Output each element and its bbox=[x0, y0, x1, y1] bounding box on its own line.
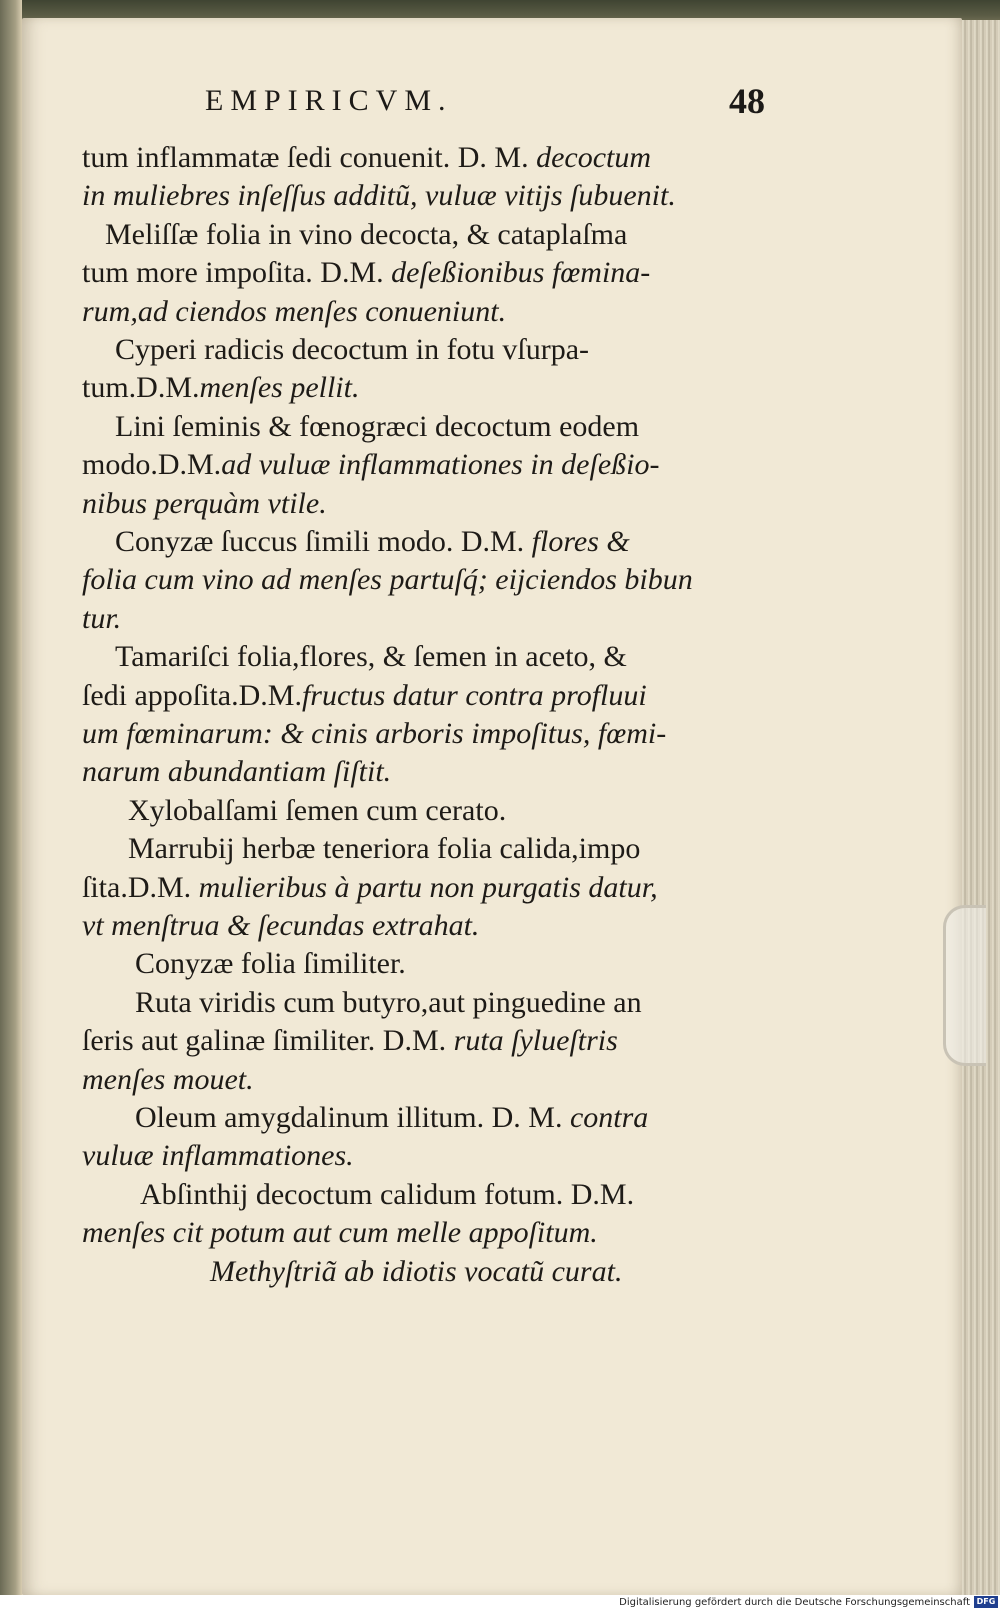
italic-text: in muliebres inſeſſus additũ, vuluæ vitijs ſubuenit. bbox=[82, 179, 676, 213]
roman-text: ſeris aut galinæ ſimiliter. D.M. bbox=[82, 1024, 454, 1058]
italic-text: nibus perquàm vtile. bbox=[82, 486, 327, 520]
italic-text: menſes mouet. bbox=[82, 1062, 254, 1096]
footer bbox=[0, 1595, 1000, 1610]
italic-text: mulieribus à partu non purgatis datur, bbox=[198, 870, 658, 904]
italic-text: folia cum vino ad menſes partuſq́; eijciendos bibun bbox=[82, 563, 693, 597]
text-line bbox=[115, 407, 639, 447]
roman-text: Lini ſeminis & fœnogræci decoctum eodem bbox=[115, 409, 640, 443]
text-line bbox=[82, 253, 650, 293]
roman-text: Marrubij herbæ teneriora folia calida,impo bbox=[128, 832, 641, 866]
text-line bbox=[115, 330, 589, 370]
text-line bbox=[135, 983, 642, 1023]
roman-text: ſita.D.M. bbox=[82, 870, 199, 904]
text-line bbox=[105, 215, 627, 255]
text-line bbox=[82, 138, 651, 178]
text-line bbox=[82, 292, 506, 332]
text-line bbox=[82, 560, 693, 600]
text-line bbox=[82, 176, 676, 216]
roman-text: tum.D.M. bbox=[82, 371, 200, 405]
italic-text: rum,ad ciendos menſes conueniunt. bbox=[82, 294, 507, 328]
italic-text: deſeßionibus fœmina- bbox=[391, 256, 651, 290]
roman-text: Abſinthij decoctum calidum fotum. D.M. bbox=[140, 1177, 635, 1211]
dfg-logo: DFG bbox=[974, 1596, 998, 1608]
roman-text: Conyzæ ſuccus ſimili modo. D.M. bbox=[115, 525, 532, 558]
roman-text: Ruta viridis cum butyro,aut pinguedine an bbox=[135, 985, 642, 1019]
italic-text: menſes cit potum aut cum melle appoſitum. bbox=[82, 1216, 598, 1250]
italic-text: vt menſtrua & ſecundas extrahat. bbox=[82, 909, 480, 942]
italic-text: decoctum bbox=[536, 141, 652, 174]
text-line bbox=[128, 791, 506, 831]
text-line bbox=[82, 1060, 254, 1100]
text-line bbox=[82, 1213, 598, 1253]
italic-text: ad vuluæ inflammationes in deſeßio- bbox=[221, 448, 660, 482]
italic-text: fructus datur contra profluui bbox=[301, 678, 647, 712]
text-line bbox=[82, 676, 647, 716]
text-line bbox=[135, 1098, 648, 1138]
roman-text: Conyzæ folia ſimiliter. bbox=[135, 947, 406, 981]
italic-text: ruta ſylueſtris bbox=[453, 1024, 618, 1058]
roman-text: tum more impoſita. D.M. bbox=[82, 256, 392, 290]
italic-text: narum abundantiam ſiſtit. bbox=[82, 755, 392, 789]
italic-text: Methyſtriã ab idiotis vocatũ curat. bbox=[210, 1254, 623, 1288]
italic-text: vuluæ inflammationes. bbox=[82, 1139, 354, 1173]
roman-text: Tamariſci folia,flores, & ſemen in aceto, & bbox=[115, 640, 627, 674]
text-line bbox=[210, 1252, 622, 1292]
text-line bbox=[82, 906, 479, 946]
roman-text: Cyperi radicis decoctum in fotu vſurpa- bbox=[115, 333, 590, 366]
roman-text: Oleum amygdalinum illitum. D. M. bbox=[135, 1101, 570, 1134]
italic-text: flores & bbox=[531, 525, 630, 558]
text-line bbox=[115, 637, 627, 677]
page-header bbox=[205, 80, 765, 126]
text-line bbox=[82, 484, 327, 524]
text-line bbox=[82, 368, 359, 408]
text-line bbox=[82, 1136, 354, 1176]
italic-text: tur. bbox=[82, 601, 122, 635]
italic-text: menſes pellit. bbox=[199, 371, 360, 405]
text-line bbox=[135, 944, 406, 984]
roman-text: Meliſſæ folia in vino decocta, & cataplaſma bbox=[105, 217, 628, 251]
text-line bbox=[115, 522, 630, 562]
italic-text: contra bbox=[569, 1101, 649, 1134]
text-line bbox=[82, 868, 658, 908]
italic-text: um fœminarum: & cinis arboris impoſitus, fœmi- bbox=[82, 717, 667, 750]
text-line bbox=[82, 599, 121, 639]
text-line bbox=[82, 445, 659, 485]
running-head: EMPIRICVM. bbox=[205, 84, 453, 117]
text-line bbox=[82, 1021, 618, 1061]
roman-text: modo.D.M. bbox=[82, 448, 222, 482]
text-line bbox=[82, 714, 666, 754]
digitization-credit: Digitalisierung gefördert durch die Deutsche Forschungsgemeinschaft bbox=[619, 1597, 970, 1608]
page-number: 48 bbox=[729, 81, 765, 121]
book-clip bbox=[943, 905, 986, 1066]
text-line bbox=[82, 752, 391, 792]
roman-text: Xylobalſami ſemen cum cerato. bbox=[128, 793, 507, 827]
text-line bbox=[128, 829, 640, 869]
text-line bbox=[140, 1175, 634, 1215]
book-binding-left bbox=[0, 0, 22, 1595]
roman-text: ſedi appoſita.D.M. bbox=[82, 678, 302, 712]
roman-text: tum inflammatæ ſedi conuenit. D. M. bbox=[82, 141, 537, 174]
